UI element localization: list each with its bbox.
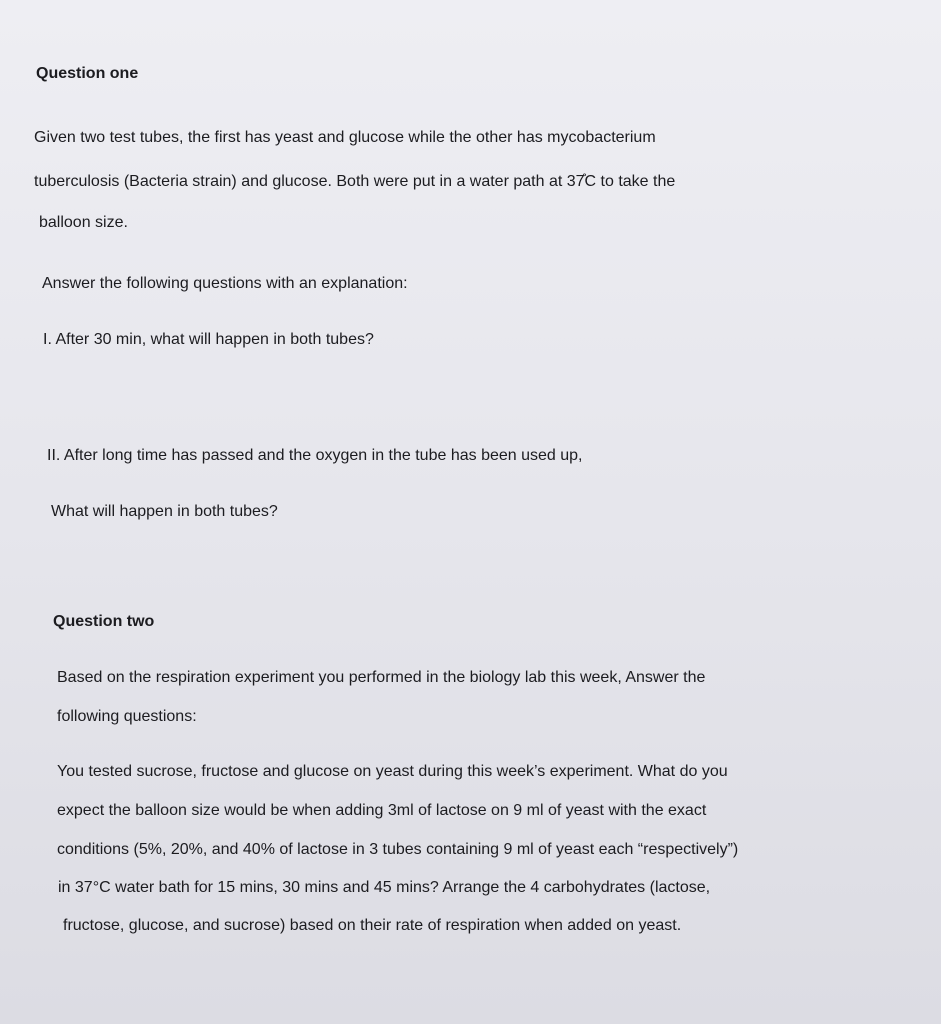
question-two-body-line: fructose, glucose, and sucrose) based on their rate of respiration when added on yeast. xyxy=(63,917,682,934)
question-two-body-line: expect the balloon size would be when adding 3ml of lactose on 9 ml of yeast with the exact xyxy=(57,802,707,819)
question-one-instruction: Answer the following questions with an explanation: xyxy=(42,275,408,292)
question-two-body-line: conditions (5%, 20%, and 40% of lactose in 3 tubes containing 9 ml of yeast each “respectively”) xyxy=(57,841,739,858)
question-one-item-i: I. After 30 min, what will happen in both tubes? xyxy=(43,331,374,348)
question-one-title: Question one xyxy=(36,65,139,82)
question-one-item-ii-line: II. After long time has passed and the oxygen in the tube has been used up, xyxy=(47,447,583,464)
question-two-title: Question two xyxy=(53,613,155,630)
question-one-paragraph-line: Given two test tubes, the first has yeast and glucose while the other has mycobacterium xyxy=(34,129,656,146)
question-one-paragraph-line: tuberculosis (Bacteria strain) and glucose. Both were put in a water path at 37̊C to take the xyxy=(34,173,676,190)
question-two-intro-line: Based on the respiration experiment you performed in the biology lab this week, Answer the xyxy=(57,669,706,686)
question-two-body-line: You tested sucrose, fructose and glucose on yeast during this week’s experiment. What do you xyxy=(57,763,728,780)
question-one-paragraph-line: balloon size. xyxy=(39,214,128,231)
question-two-body-line: in 37°C water bath for 15 mins, 30 mins and 45 mins? Arrange the 4 carbohydrates (lactose, xyxy=(58,879,711,896)
question-two-intro-line: following questions: xyxy=(57,708,197,725)
question-one-item-ii-line: What will happen in both tubes? xyxy=(51,503,278,520)
